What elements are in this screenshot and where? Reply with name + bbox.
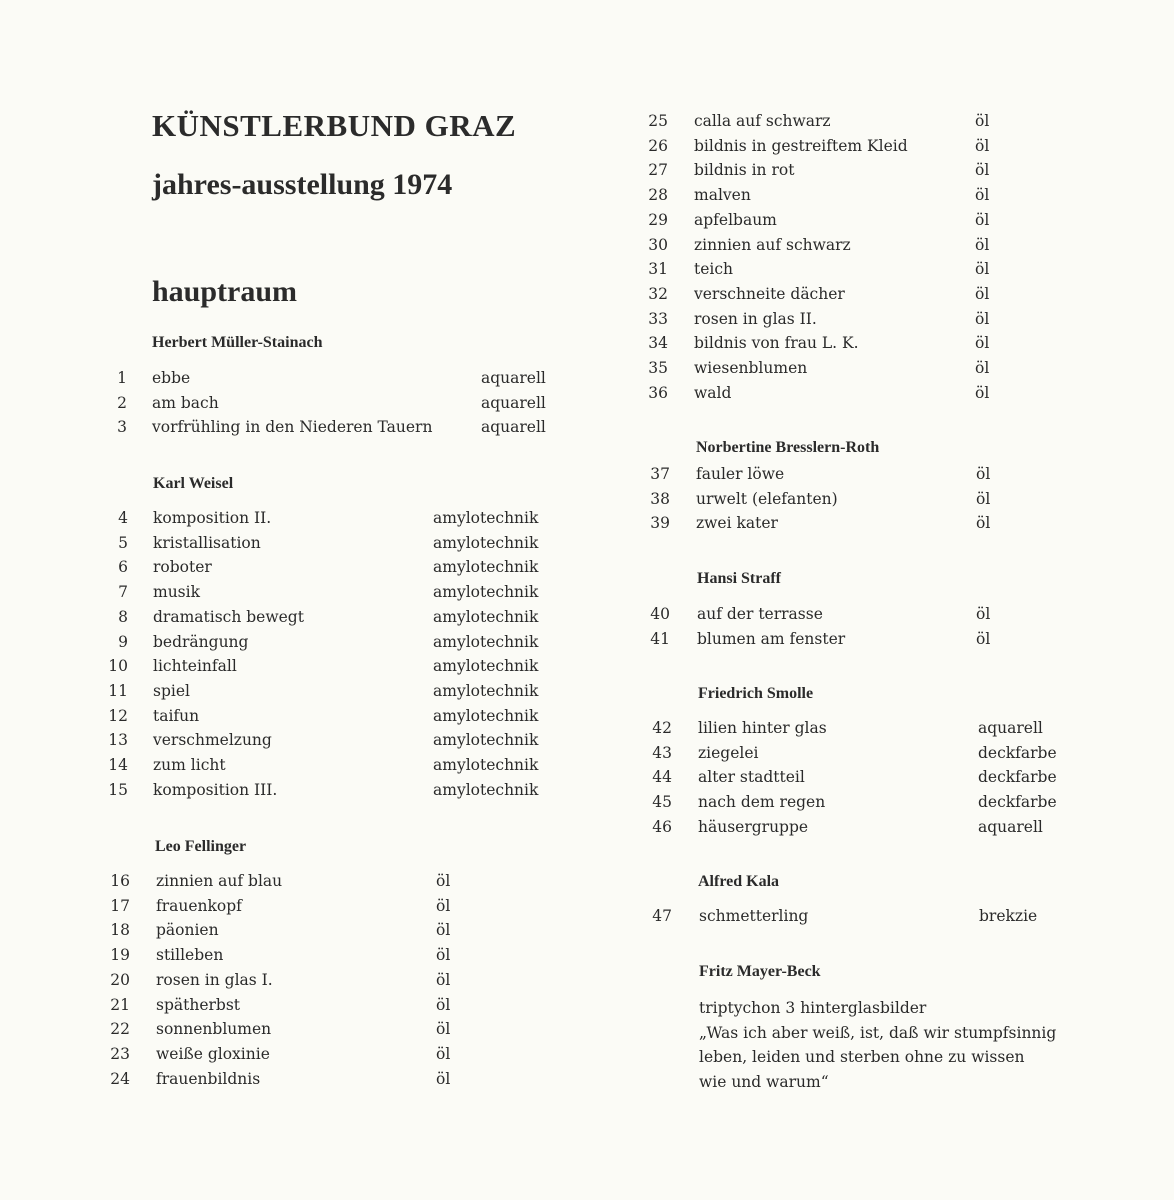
artwork-number: 41 <box>650 629 670 648</box>
artwork-number: 24 <box>110 1069 130 1088</box>
artwork-row <box>0 257 1174 281</box>
artwork-title: verschneite dächer <box>694 284 845 303</box>
artwork-row <box>0 356 1174 380</box>
artwork-title: malven <box>694 186 751 205</box>
artwork-technique: öl <box>976 514 991 533</box>
artwork-title: musik <box>153 583 200 602</box>
artwork-title: frauenkopf <box>156 896 242 915</box>
artwork-title: zinnien auf schwarz <box>694 235 851 254</box>
artwork-row <box>0 654 1174 678</box>
artwork-title: bedrängung <box>153 632 249 651</box>
artwork-title: zum licht <box>153 756 226 774</box>
artwork-technique: öl <box>975 383 990 402</box>
note-line: wie und warum“ <box>699 1072 829 1091</box>
artwork-number: 35 <box>648 359 668 377</box>
artwork-title: wiesenblumen <box>694 359 808 377</box>
artwork-number: 2 <box>117 393 127 412</box>
artwork-number: 47 <box>652 907 672 925</box>
artwork-row <box>0 233 1174 257</box>
artwork-technique: öl <box>976 605 991 623</box>
artwork-technique: öl <box>975 359 990 377</box>
artwork-title: ziegelei <box>698 743 759 762</box>
artwork-row <box>0 307 1174 331</box>
artwork-row <box>0 790 1174 814</box>
artwork-row <box>0 109 1174 133</box>
artwork-row <box>0 134 1174 158</box>
artwork-number: 29 <box>648 210 668 229</box>
artist-name: Friedrich Smolle <box>698 685 814 702</box>
artwork-title: teich <box>694 260 734 279</box>
artist-name: Leo Fellinger <box>155 838 247 855</box>
artwork-number: 11 <box>108 681 128 700</box>
artist-name: Alfred Kala <box>698 873 780 890</box>
artwork-title: rosen in glas II. <box>694 309 817 328</box>
artwork-number: 10 <box>108 657 128 676</box>
artist-name: Herbert Müller-Stainach <box>152 334 323 351</box>
artwork-row <box>0 208 1174 232</box>
artwork-title: urwelt (elefanten) <box>696 489 838 508</box>
artwork-number: 18 <box>110 921 130 940</box>
artwork-title: komposition II. <box>153 509 272 527</box>
artwork-technique: öl <box>975 309 990 328</box>
artwork-row <box>0 381 1174 405</box>
artwork-number: 39 <box>650 514 670 533</box>
artwork-title: bildnis in rot <box>694 161 795 180</box>
artwork-number: 38 <box>650 489 670 508</box>
artwork-technique: aquarell <box>978 719 1043 737</box>
note-line: „Was ich aber weiß, ist, daß wir stumpfsinnig <box>699 1023 1057 1042</box>
artwork-technique: amylotechnik <box>433 706 539 725</box>
artwork-technique: öl <box>976 465 991 483</box>
artist-name: Karl Weisel <box>153 475 234 492</box>
artwork-title: apfelbaum <box>694 210 777 229</box>
artwork-technique: öl <box>975 284 990 303</box>
artwork-title: kristallisation <box>153 533 261 552</box>
artwork-title: spiel <box>153 681 190 700</box>
artwork-row <box>0 580 1174 604</box>
artwork-number: 44 <box>652 768 672 787</box>
artwork-row <box>0 869 1174 893</box>
artwork-note <box>699 996 1056 1094</box>
artwork-number: 20 <box>110 970 130 989</box>
artwork-row <box>0 331 1174 355</box>
artwork-title: lichteinfall <box>153 657 237 676</box>
artwork-technique: amylotechnik <box>433 583 539 602</box>
artwork-technique: öl <box>975 136 990 155</box>
artwork-number: 13 <box>108 731 128 750</box>
artwork-number: 31 <box>648 260 668 279</box>
artwork-row <box>0 765 1174 789</box>
artwork-title: dramatisch bewegt <box>153 607 304 626</box>
artwork-technique: deckfarbe <box>978 793 1057 812</box>
artwork-technique: öl <box>436 946 451 965</box>
artwork-number: 4 <box>118 509 128 527</box>
artwork-title: fauler löwe <box>696 465 785 483</box>
artwork-title: frauenbildnis <box>156 1069 261 1088</box>
artwork-title: schmetterling <box>699 907 809 925</box>
artwork-technique: öl <box>975 334 990 353</box>
artwork-title: ebbe <box>152 369 191 387</box>
artwork-technique: amylotechnik <box>433 607 539 626</box>
artwork-technique: amylotechnik <box>433 509 539 527</box>
artist-name: Fritz Mayer-Beck <box>699 963 821 980</box>
artwork-technique: öl <box>436 896 451 915</box>
artwork-technique: öl <box>975 161 990 180</box>
artwork-number: 30 <box>648 235 668 254</box>
artwork-technique: amylotechnik <box>433 731 539 750</box>
artwork-row <box>0 487 1174 511</box>
artwork-number: 32 <box>648 284 668 303</box>
artwork-row <box>0 282 1174 306</box>
artwork-technique: aquarell <box>481 393 546 412</box>
artwork-technique: amylotechnik <box>433 533 539 552</box>
artwork-row <box>0 968 1174 992</box>
artwork-technique: öl <box>975 260 990 279</box>
artwork-number: 17 <box>110 896 130 915</box>
artwork-technique: amylotechnik <box>433 756 539 774</box>
artwork-technique: öl <box>436 921 451 940</box>
artwork-technique: öl <box>975 112 990 130</box>
artwork-number: 43 <box>652 743 672 762</box>
artwork-technique: öl <box>436 1044 451 1063</box>
artist-name: Norbertine Bresslern-Roth <box>696 439 880 456</box>
artwork-title: alter stadtteil <box>698 768 805 787</box>
artwork-row <box>0 511 1174 535</box>
artwork-row <box>0 679 1174 703</box>
artwork-title: zinnien auf blau <box>156 872 283 890</box>
artwork-row <box>0 716 1174 740</box>
artwork-technique: öl <box>975 186 990 205</box>
section-title: hauptraum <box>152 275 298 308</box>
artwork-title: spätherbst <box>156 995 241 1014</box>
artist-name: Hansi Straff <box>697 570 781 587</box>
artwork-number: 5 <box>118 533 128 552</box>
artwork-title: zwei kater <box>696 514 778 533</box>
artwork-technique: öl <box>436 995 451 1014</box>
artwork-number: 37 <box>650 465 670 483</box>
artwork-row <box>0 943 1174 967</box>
artwork-row <box>0 627 1174 651</box>
artwork-title: häusergruppe <box>698 817 809 836</box>
artwork-title: weiße gloxinie <box>156 1044 270 1063</box>
artwork-row <box>0 815 1174 839</box>
artwork-title: blumen am fenster <box>697 629 846 648</box>
artwork-technique: öl <box>976 489 991 508</box>
artwork-row <box>0 158 1174 182</box>
artwork-title: bildnis von frau L. K. <box>694 334 859 353</box>
artwork-number: 12 <box>108 706 128 725</box>
artwork-title: sonnenblumen <box>156 1020 272 1039</box>
artwork-title: bildnis in gestreiftem Kleid <box>694 136 908 155</box>
artwork-title: vorfrühling in den Niederen Tauern <box>152 418 433 437</box>
artwork-number: 19 <box>110 946 130 965</box>
artwork-number: 40 <box>650 605 670 623</box>
artwork-technique: öl <box>436 872 451 890</box>
artwork-number: 23 <box>110 1044 130 1063</box>
artwork-technique: aquarell <box>481 418 546 437</box>
artwork-technique: aquarell <box>978 817 1043 836</box>
artwork-title: auf der terrasse <box>697 605 823 623</box>
artwork-number: 9 <box>118 632 128 651</box>
artwork-number: 1 <box>117 369 127 387</box>
artwork-number: 15 <box>108 780 128 799</box>
artwork-row <box>0 555 1174 579</box>
artwork-technique: öl <box>975 235 990 254</box>
artwork-title: taifun <box>153 706 200 725</box>
artwork-technique: öl <box>976 629 991 648</box>
artwork-number: 14 <box>108 756 128 774</box>
artwork-number: 3 <box>117 418 127 437</box>
artwork-title: calla auf schwarz <box>694 112 831 130</box>
artwork-row <box>0 183 1174 207</box>
artwork-technique: deckfarbe <box>978 743 1057 762</box>
artwork-number: 26 <box>648 136 668 155</box>
artwork-technique: öl <box>436 1020 451 1039</box>
artwork-number: 16 <box>110 872 130 890</box>
artwork-title: am bach <box>152 393 219 412</box>
artwork-title: rosen in glas I. <box>156 970 273 989</box>
note-line: triptychon 3 hinterglasbilder <box>699 999 927 1017</box>
artwork-row <box>0 462 1174 486</box>
artwork-technique: amylotechnik <box>433 681 539 700</box>
page-subtitle: jahres-ausstellung 1974 <box>152 168 453 201</box>
artwork-number: 22 <box>110 1020 130 1039</box>
artwork-technique: öl <box>975 210 990 229</box>
artwork-technique: öl <box>436 970 451 989</box>
artwork-number: 33 <box>648 309 668 328</box>
artwork-technique: öl <box>436 1069 451 1088</box>
artwork-number: 8 <box>118 607 128 626</box>
artwork-technique: amylotechnik <box>433 657 539 676</box>
artwork-number: 6 <box>118 558 128 577</box>
artwork-title: komposition III. <box>153 780 278 799</box>
artwork-title: nach dem regen <box>698 793 826 812</box>
artwork-row <box>0 741 1174 765</box>
artwork-row <box>0 602 1174 626</box>
artwork-number: 25 <box>648 112 668 130</box>
artwork-technique: amylotechnik <box>433 632 539 651</box>
artwork-technique: deckfarbe <box>978 768 1057 787</box>
artwork-title: lilien hinter glas <box>698 719 827 737</box>
artwork-number: 45 <box>652 793 672 812</box>
artwork-title: verschmelzung <box>153 731 272 750</box>
artwork-title: roboter <box>153 558 212 577</box>
artwork-title: wald <box>694 383 732 402</box>
page-title: KÜNSTLERBUND GRAZ <box>152 108 517 143</box>
artwork-row <box>0 415 1174 439</box>
artwork-number: 7 <box>118 583 128 602</box>
artwork-number: 21 <box>110 995 130 1014</box>
artwork-technique: brekzie <box>979 907 1038 925</box>
artwork-number: 36 <box>648 383 668 402</box>
artwork-number: 46 <box>652 817 672 836</box>
artwork-row <box>0 904 1174 928</box>
artwork-number: 27 <box>648 161 668 180</box>
artwork-number: 42 <box>652 719 672 737</box>
artwork-technique: amylotechnik <box>433 558 539 577</box>
artwork-title: stilleben <box>156 946 224 965</box>
artwork-number: 34 <box>648 334 668 353</box>
artwork-title: päonien <box>156 921 219 940</box>
artwork-technique: amylotechnik <box>433 780 539 799</box>
note-line: leben, leiden und sterben ohne zu wissen <box>699 1048 1025 1066</box>
artwork-number: 28 <box>648 186 668 205</box>
artwork-technique: aquarell <box>481 369 546 387</box>
